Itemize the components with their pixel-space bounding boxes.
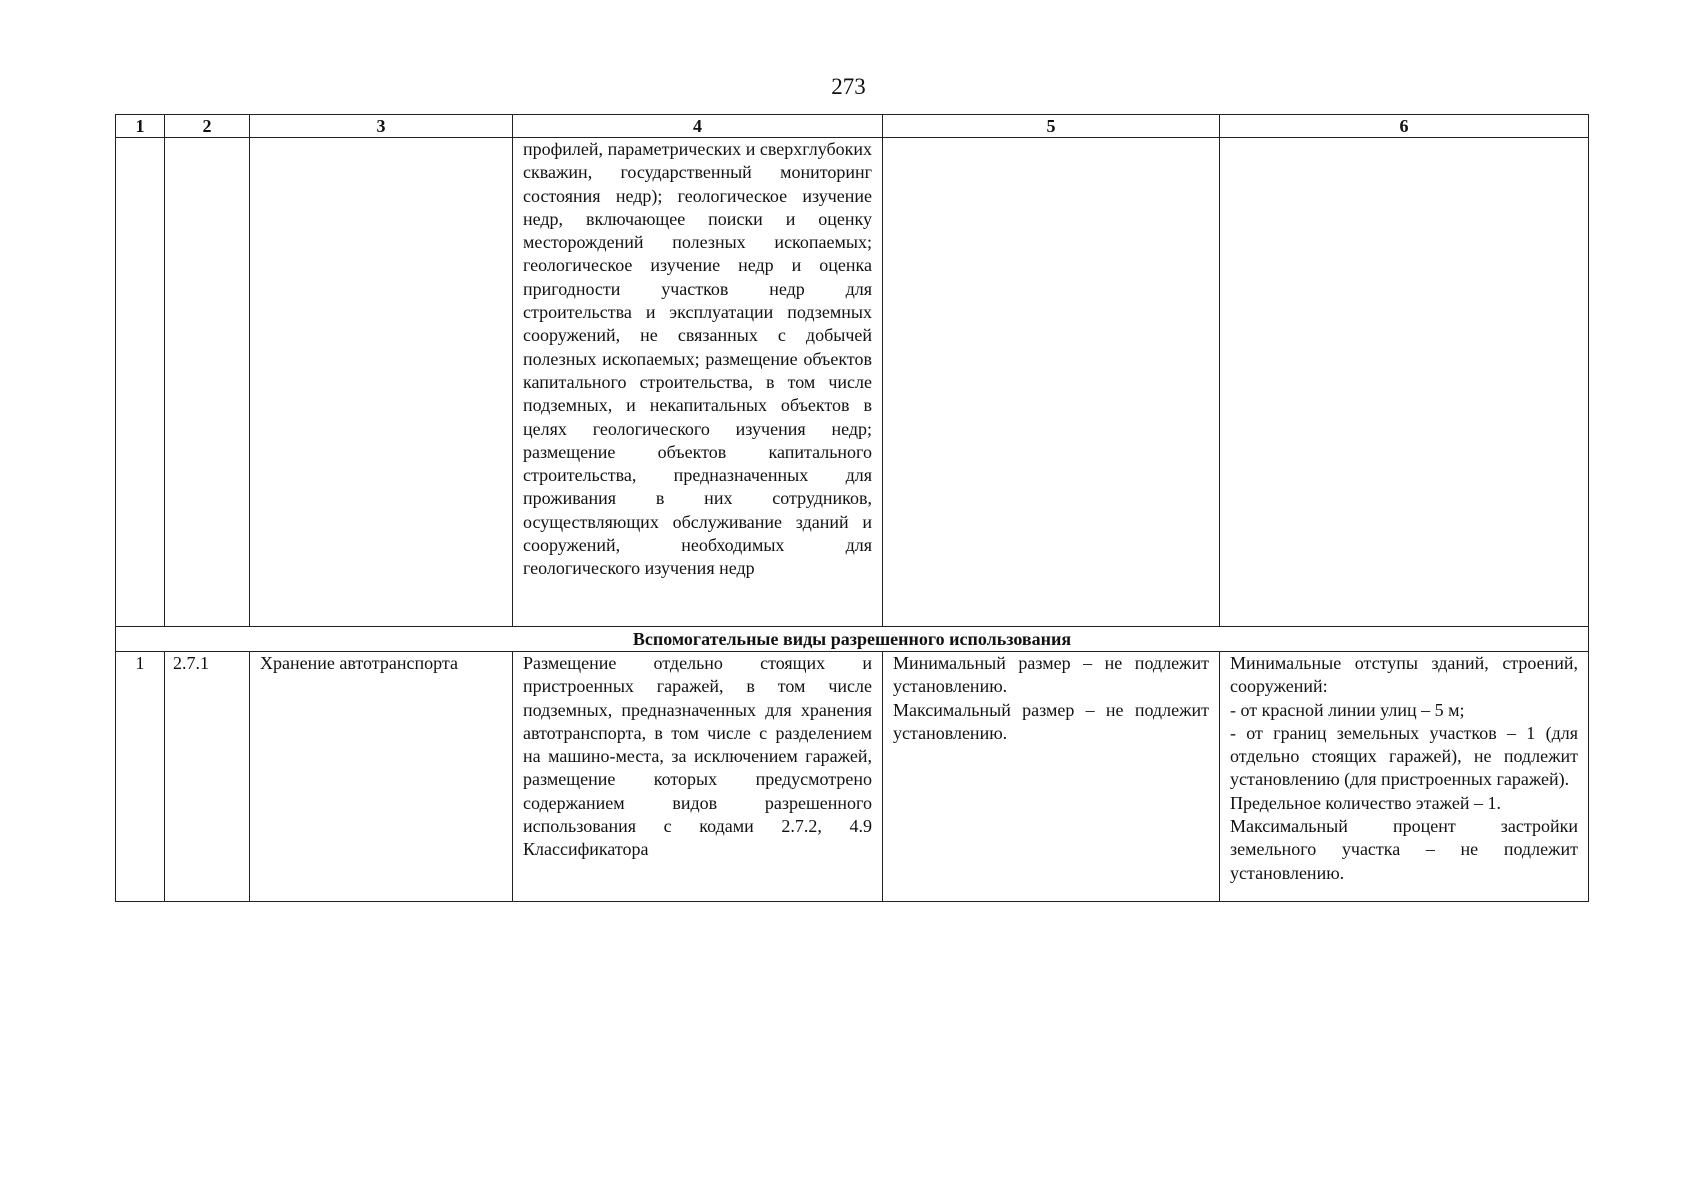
row-restrictions (1220, 652, 1589, 902)
continuation-col-1 (116, 138, 165, 627)
row-use-name: Хранение автотранспорта (250, 652, 513, 902)
page-number: 273 (831, 74, 866, 99)
header-col-6: 6 (1220, 115, 1589, 138)
section-title: Вспомогательные виды разрешенного использования (116, 627, 1589, 652)
restriction-coverage: Максимальный процент застройки земельного участка – не подлежит установлению. (1230, 816, 1578, 883)
sizes-max: Максимальный размер – не подлежит установлению. (893, 699, 1209, 743)
header-col-3: 3 (250, 115, 513, 138)
continuation-col-3 (250, 138, 513, 627)
continuation-col-2 (165, 138, 250, 627)
restriction-setbacks: Минимальные отступы зданий, строений, сооружений: (1230, 653, 1578, 697)
restriction-floors: Предельное количество этажей – 1. (1230, 792, 1501, 813)
continuation-row (116, 138, 1589, 627)
continuation-col-5 (883, 138, 1220, 627)
row-code: 2.7.1 (165, 652, 250, 902)
land-use-table (115, 114, 1589, 902)
row-description: Размещение отдельно стоящих и пристроенных гаражей, в том числе подземных, предназначенных для хранения автотранспорта, в том числе с разделением на машино-места, за исключением гаражей, размещение которых предусмотрено содержанием видов разрешенного использования с кодами 2.7.2, 4.9 Классификатора (513, 652, 883, 902)
header-col-5: 5 (883, 115, 1220, 138)
header-col-1: 1 (116, 115, 165, 138)
header-row (116, 115, 1589, 138)
restriction-red-line: - от красной линии улиц – 5 м; (1230, 699, 1465, 720)
table-row (116, 652, 1589, 902)
sizes-min: Минимальный размер – не подлежит установлению. (893, 653, 1209, 697)
row-sizes (883, 652, 1220, 902)
section-row (116, 627, 1589, 652)
continuation-description: профилей, параметрических и сверхглубоких скважин, государственный мониторинг состояния недр); геологическое изучение недр, включающее поиски и оценку месторождений полезных ископаемых; геологическое изучение недр и оценка пригодности участков недр для строительства и эксплуатации подземных сооружений, не связанных с добычей полезных ископаемых; размещение объектов капитального строительства, в том числе подземных, и некапитальных объектов в целях геологического изучения недр; размещение объектов капитального строительства, предназначенных для проживания в них сотрудников, осуществляющих обслуживание зданий и сооружений, необходимых для геологического изучения недр (513, 138, 883, 627)
row-number: 1 (116, 652, 165, 902)
restriction-boundaries: - от границ земельных участков – 1 (для отдельно стоящих гаражей), не подлежит установлению (для пристроенных гаражей). (1230, 722, 1578, 790)
continuation-col-6 (1220, 138, 1589, 627)
header-col-2: 2 (165, 115, 250, 138)
header-col-4: 4 (513, 115, 883, 138)
